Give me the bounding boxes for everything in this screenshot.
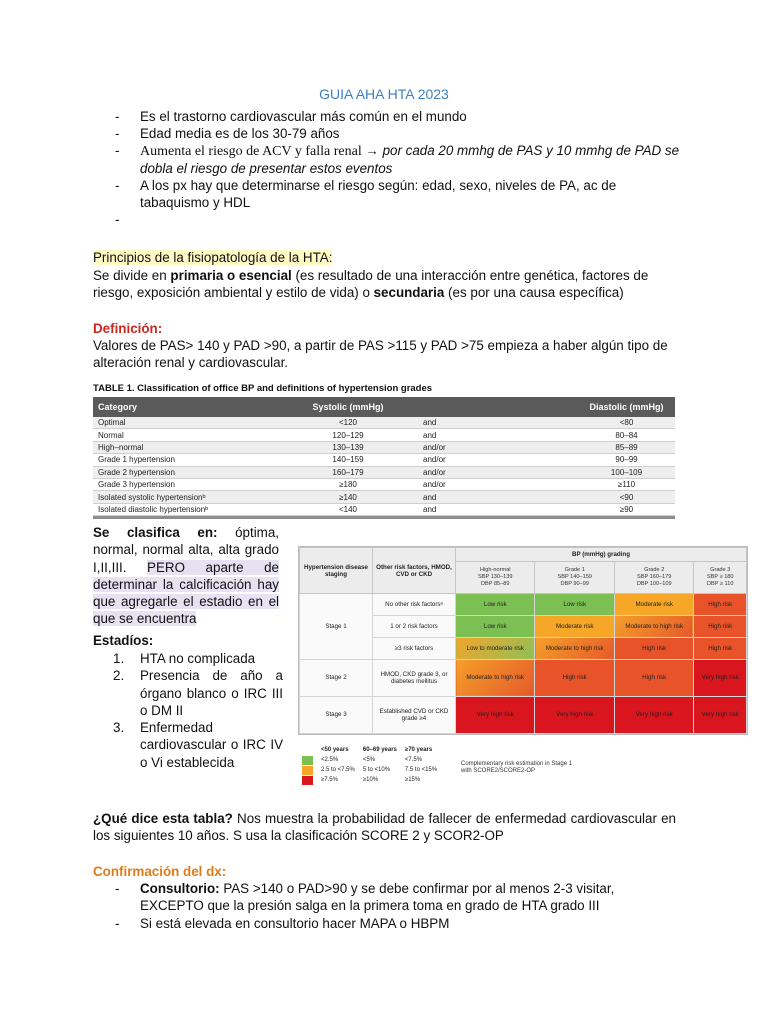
table-cell: and — [418, 503, 578, 515]
risk-cell: Very high risk — [456, 696, 535, 733]
table-cell: Optimal — [93, 417, 278, 429]
table-cell: 130–139 — [278, 441, 418, 453]
risk-cell: High risk — [535, 659, 614, 696]
risk-text-italic: → por cada 20 mmhg de PAS y 10 mmhg de PAD se dobla el riesgo de presentar estos eventos — [140, 143, 680, 176]
risk-cell: Moderate to high risk — [456, 659, 535, 696]
risk-factor-label: No other risk factorsᵃ — [373, 594, 456, 616]
table-cell: and/or — [418, 478, 578, 490]
table-cell: 120–129 — [278, 429, 418, 441]
legend-value: <7.5% — [404, 757, 423, 763]
risk-cell: Very high risk — [694, 696, 747, 733]
legend-note: Complementary risk estimation in Stage 1 with SCORE2/SCORE2-OP — [461, 761, 573, 774]
definicion-text: Valores de PAS> 140 y PAD >90, a partir de PAS >115 y PAD >75 empieza a haber algún tipo de alteración renal y cardiovascular. — [93, 338, 668, 370]
legend-value: 2.5 to <7.5% — [321, 767, 355, 773]
table-cell: Isolated diastolic hypertensionᵇ — [93, 503, 278, 515]
intro-list — [115, 108, 680, 211]
legend-value: ≥15% — [404, 777, 421, 783]
list-item: 3. Enfermedad cardiovascular o IRC IV o Vi establecida — [113, 720, 283, 770]
grade-header: Grade 3 SBP ≥ 180 DBP ≥ 110 — [694, 562, 747, 594]
risk-cell: High risk — [694, 615, 747, 637]
table-cell: Normal — [93, 429, 278, 441]
risk-cell: Moderate risk — [614, 594, 693, 616]
risk-cell: Very high risk — [535, 696, 614, 733]
risk-factor-label: 1 or 2 risk factors — [373, 615, 456, 637]
risk-text: Aumenta el riesgo de ACV y falla renal — [140, 144, 362, 159]
risk-factor-label: Established CVD or CKD grade ≥4 — [373, 696, 456, 733]
list-item: - Si está elevada en consultorio hacer MAPA o HBPM — [115, 915, 677, 932]
confirmacion-list — [115, 880, 677, 932]
legend-value: <5% — [362, 757, 376, 763]
swatch-high — [302, 776, 313, 785]
col-header: Category — [93, 397, 278, 417]
list-item: - Edad media es de los 30-79 años — [115, 125, 680, 142]
list-item — [115, 142, 680, 177]
table-cell: ≥90 — [578, 503, 675, 515]
table-row — [93, 503, 675, 515]
definicion-heading: Definición: — [93, 321, 163, 336]
risk-factor-label: HMOD, CKD grade 3, or diabetes mellitus — [373, 659, 456, 696]
table-cell: ≥180 — [278, 478, 418, 490]
confirmacion-heading: Confirmación del dx: — [93, 864, 227, 879]
col-header: Systolic (mmHg) — [278, 397, 418, 417]
grade-header: High-normal SBP 130–139 DBP 85–89 — [456, 562, 535, 594]
risk-cell: Moderate risk — [535, 615, 614, 637]
grade-header: Grade 1 SBP 140–159 DBP 90–99 — [535, 562, 614, 594]
risk-cell: High risk — [614, 659, 693, 696]
risk-cell: Low risk — [456, 594, 535, 616]
table-cell: and/or — [418, 466, 578, 478]
risk-cell: Low risk — [456, 615, 535, 637]
risk-cell: High risk — [694, 594, 747, 616]
table-cell: <140 — [278, 503, 418, 515]
table-cell: and/or — [418, 454, 578, 466]
table-caption: TABLE 1. Classification of office BP and definitions of hypertension grades — [93, 383, 433, 394]
table-cell: Grade 1 hypertension — [93, 454, 278, 466]
risk-cell: Moderate to high risk — [535, 637, 614, 659]
col-header: Diastolic (mmHg) — [578, 397, 675, 417]
estadios-heading: Estadíos: — [93, 633, 154, 648]
list-item: - A los px hay que determinarse el riesgo según: edad, sexo, niveles de PA, ac de tabaquismo y HDL — [115, 177, 680, 211]
risk-cell: Very high risk — [614, 696, 693, 733]
table-cell: and/or — [418, 441, 578, 453]
table-row — [93, 454, 675, 466]
table-cell: <80 — [578, 417, 675, 429]
stage-label: Stage 3 — [300, 696, 373, 733]
table-cell: 100–109 — [578, 466, 675, 478]
risk-cell: High risk — [614, 637, 693, 659]
table-row — [93, 491, 675, 503]
legend-header: ≥70 years — [404, 747, 433, 753]
table-row — [93, 478, 675, 490]
estadios-list — [113, 650, 283, 771]
list-item: - Es el trastorno cardiovascular más común en el mundo — [115, 108, 680, 125]
list-item: - Consultorio: PAS >140 o PAD>90 y se debe confirmar por al menos 2-3 visitar, EXCEPTO que la presión salga en la primera toma en grado de HTA grado III — [115, 880, 677, 915]
table-cell: Isolated systolic hypertensionᵇ — [93, 491, 278, 503]
col-header: Other risk factors, HMOD, CVD or CKD — [373, 548, 456, 594]
legend-header: 60–69 years — [362, 747, 397, 753]
col-header — [418, 397, 578, 417]
stage-label: Stage 2 — [300, 659, 373, 696]
legend-value: <2.5% — [321, 757, 339, 763]
swatch-moderate — [302, 766, 313, 775]
swatch-low — [302, 756, 313, 765]
legend-header: <50 years — [321, 747, 349, 753]
table-cell: 160–179 — [278, 466, 418, 478]
table-cell: High–normal — [93, 441, 278, 453]
risk-cell: Low to moderate risk — [456, 637, 535, 659]
list-item: 1. HTA no complicada — [113, 651, 256, 666]
table-row — [93, 417, 675, 429]
page-title: GUIA AHA HTA 2023 — [319, 86, 449, 102]
risk-cell: High risk — [694, 637, 747, 659]
risk-factor-label: ≥3 risk factors — [373, 637, 456, 659]
bp-classification-table — [93, 383, 675, 519]
table-cell: and — [418, 491, 578, 503]
table-cell: Grade 2 hypertension — [93, 466, 278, 478]
clasifica-text: Se clasifica en: óptima, normal, normal alta, alta grado I,II,III. PERO aparte de determinar la calcificación hay que agregarle el estadio en el que se encuentra — [93, 525, 279, 627]
table-cell: Grade 3 hypertension — [93, 478, 278, 490]
table-cell: 90–99 — [578, 454, 675, 466]
table-cell: <90 — [578, 491, 675, 503]
table-cell: 80–84 — [578, 429, 675, 441]
legend-value: 7.5 to <15% — [404, 767, 438, 773]
risk-cell: Very high risk — [694, 659, 747, 696]
col-header: BP (mmHg) grading — [456, 548, 747, 562]
col-header: Hypertension disease staging — [300, 548, 373, 594]
legend-value: ≥10% — [362, 777, 379, 783]
risk-table — [298, 546, 748, 735]
table-cell: <120 — [278, 417, 418, 429]
table-cell: 85–89 — [578, 441, 675, 453]
grade-header: Grade 2 SBP 160–179 DBP 100–109 — [614, 562, 693, 594]
risk-cell: Moderate to high risk — [614, 615, 693, 637]
table-cell: 140–159 — [278, 454, 418, 466]
table-row — [93, 441, 675, 453]
table-cell: and — [418, 417, 578, 429]
que-dice-text: ¿Qué dice esta tabla? Nos muestra la probabilidad de fallecer de enfermedad cardiovascular en los siguientes 10 años. S usa la clasificación SCORE 2 y SCOR2-OP — [93, 811, 676, 844]
stage-label: Stage 1 — [300, 594, 373, 660]
legend-value: ≥7.5% — [321, 777, 338, 783]
principios-text: Se divide en primaria o esencial (es resultado de una interacción entre genética, factores de riesgo, exposición ambiental y estilo de vida) o secundaria (es por una causa específica) — [93, 268, 649, 300]
list-item: 2. Presencia de año a órgano blanco o IRC III o DM II — [113, 668, 283, 718]
table-cell: ≥110 — [578, 478, 675, 490]
risk-cell: Low risk — [535, 594, 614, 616]
table-cell: and — [418, 429, 578, 441]
legend-value: 5 to <10% — [362, 767, 391, 773]
table-row — [93, 466, 675, 478]
table-row — [93, 429, 675, 441]
principios-heading: Principios de la fisiopatología de la HTA: — [93, 250, 333, 265]
table-cell: ≥140 — [278, 491, 418, 503]
